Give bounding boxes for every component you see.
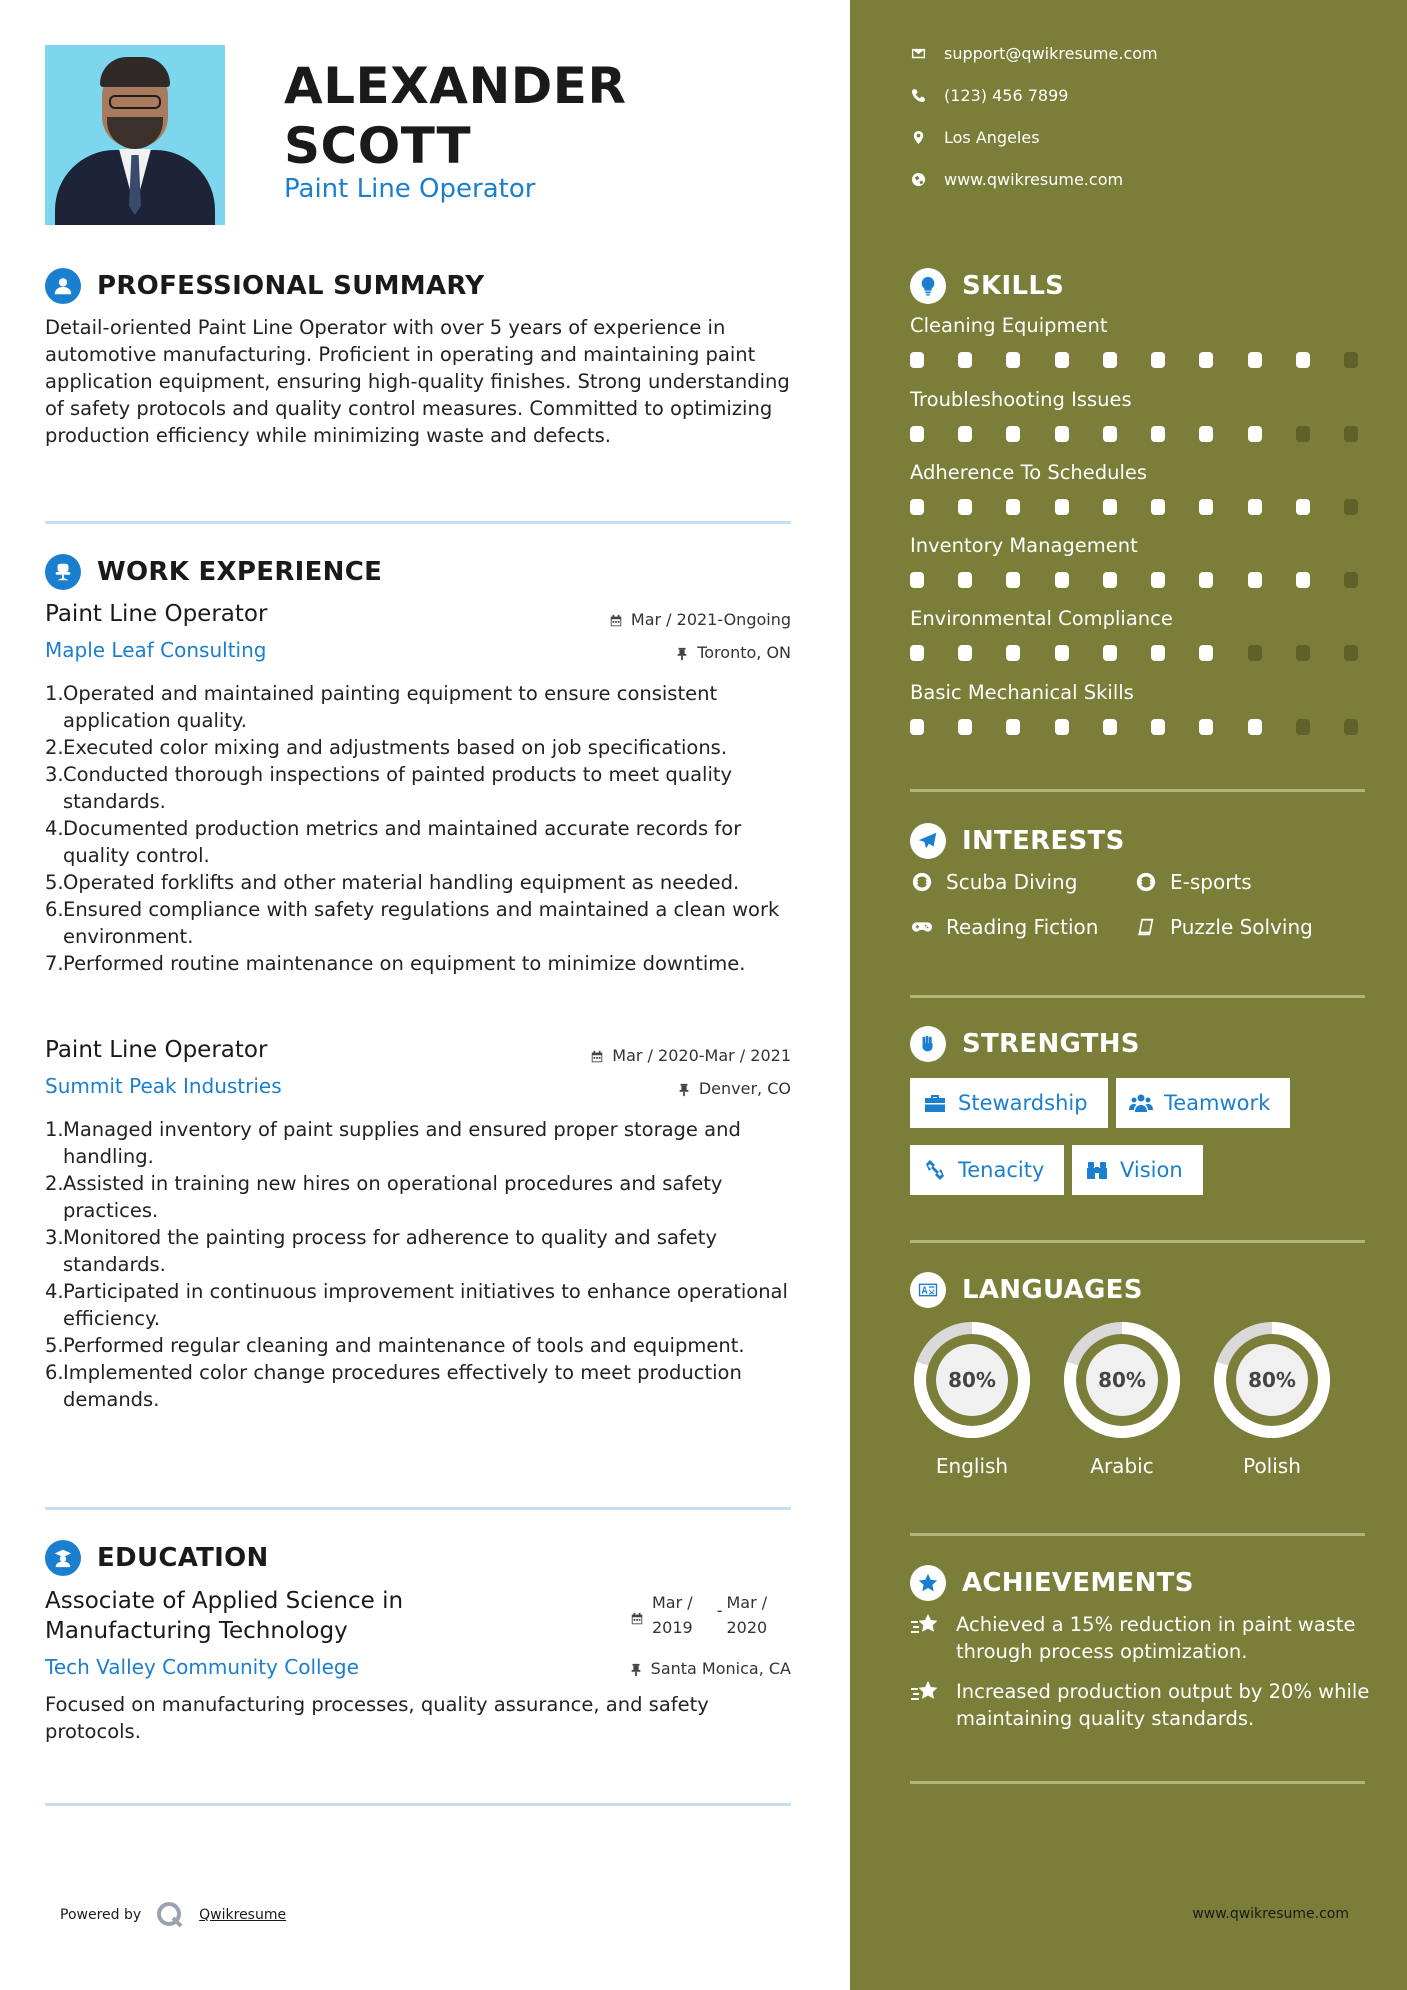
list-item: 4. Participated in continuous improvement initiatives to enhance operational efficiency.	[45, 1280, 788, 1330]
job-title: Paint Line Operator	[45, 601, 268, 627]
binoculars-icon	[1084, 1158, 1110, 1182]
rating-dot-filled	[1199, 499, 1213, 515]
skill-row	[910, 534, 1365, 588]
degree: Associate of Applied Science in Manufacturing Technology	[45, 1588, 404, 1644]
rating-dot-filled	[1248, 572, 1262, 588]
summary-text: Detail-oriented Paint Line Operator with over 5 years of experience in automotive manufacturing. Proficient in operating and maintaining paint application equipment, ensuring high-quality finishes. Strong understanding of safety protocols and quality control measures. Committed to optimizing production efficiency while minimizing waste and defects.	[45, 316, 790, 447]
languages-heading	[910, 1272, 1143, 1308]
summary-heading	[45, 268, 484, 304]
profile-photo	[45, 45, 225, 225]
rating-dot-filled	[1103, 426, 1117, 442]
sidebar	[850, 0, 1407, 1990]
rating-dot-filled	[1103, 572, 1117, 588]
achievement-item: Achieved a 15% reduction in paint waste through process optimization.	[910, 1611, 1370, 1665]
achievement-item: Increased production output by 20% while maintaining quality standards.	[910, 1678, 1370, 1732]
rating-dot-filled	[958, 645, 972, 661]
interests-title: INTERESTS	[962, 826, 1125, 856]
contact-website[interactable]: www.qwikresume.com	[910, 170, 1123, 189]
interest-item: Reading Fiction	[910, 915, 1098, 939]
language-name: Arabic	[1090, 1454, 1154, 1478]
summary-title: PROFESSIONAL SUMMARY	[97, 271, 485, 301]
language-ring	[910, 1318, 1034, 1442]
rating-dot-filled	[958, 572, 972, 588]
section-divider	[45, 521, 791, 524]
rating-dot-filled	[1248, 426, 1262, 442]
rating-dot-filled	[910, 426, 924, 442]
map-marker-icon	[910, 130, 926, 146]
language-ring	[1210, 1318, 1334, 1442]
calendar-icon	[630, 1608, 644, 1622]
rating-dot-filled	[958, 499, 972, 515]
rating-dot-filled	[958, 426, 972, 442]
skills-title: SKILLS	[962, 271, 1065, 301]
job-duties	[45, 680, 805, 977]
candidate-title: Paint Line Operator	[284, 174, 536, 204]
rating-dot-filled	[1151, 719, 1165, 735]
rating-dot-filled	[910, 572, 924, 588]
education-title: EDUCATION	[97, 1543, 269, 1573]
list-item: 1. Operated and maintained painting equipment to ensure consistent application quality.	[45, 682, 718, 732]
lightbulb-icon	[910, 268, 946, 304]
job-title: Paint Line Operator	[45, 1037, 268, 1063]
skill-rating	[910, 572, 1358, 588]
rating-dot-filled	[1006, 352, 1020, 368]
list-item: 6. Implemented color change procedures effectively to meet production demands.	[45, 1361, 742, 1411]
strength-badge: Tenacity	[910, 1145, 1064, 1195]
user-icon	[45, 268, 81, 304]
school-name: Tech Valley Community College	[45, 1655, 359, 1679]
rating-dot-filled	[1006, 499, 1020, 515]
rating-dot-filled	[1151, 499, 1165, 515]
strength-badge: Vision	[1072, 1145, 1203, 1195]
list-item: 7. Performed routine maintenance on equipment to minimize downtime.	[45, 952, 746, 975]
candidate-name	[284, 56, 626, 176]
rating-dot-filled	[910, 719, 924, 735]
skill-rating	[910, 645, 1358, 661]
interest-item: Puzzle Solving	[1134, 915, 1313, 939]
company-name: Summit Peak Industries	[45, 1074, 282, 1098]
rating-dot-filled	[1151, 352, 1165, 368]
strengths-heading	[910, 1026, 1140, 1062]
edu-start: Mar / 2019	[652, 1593, 693, 1637]
calendar-icon	[590, 1049, 604, 1063]
skill-row	[910, 681, 1365, 735]
phone-icon	[910, 88, 926, 104]
rating-dot-filled	[1296, 352, 1310, 368]
rating-dot-filled	[1151, 426, 1165, 442]
section-divider	[910, 789, 1365, 792]
rating-dot-filled	[1103, 499, 1117, 515]
briefcase-icon	[922, 1091, 948, 1115]
section-divider	[45, 1507, 791, 1510]
rating-dot-empty	[1344, 719, 1358, 735]
rating-dot-filled	[1296, 499, 1310, 515]
rating-dot-filled	[910, 499, 924, 515]
gamepad-icon	[910, 915, 934, 939]
rating-dot-filled	[1151, 645, 1165, 661]
footer-website[interactable]: www.qwikresume.com	[1192, 1906, 1349, 1922]
languages-title: LANGUAGES	[962, 1275, 1143, 1305]
rating-dot-filled	[1103, 645, 1117, 661]
list-item: 5. Performed regular cleaning and maintenance of tools and equipment.	[45, 1334, 745, 1357]
rating-dot-empty	[1344, 645, 1358, 661]
language-item	[910, 1318, 1034, 1478]
pin-icon	[675, 646, 689, 660]
globe-icon	[910, 172, 926, 188]
education-location: Santa Monica, CA	[629, 1659, 791, 1678]
skill-rating	[910, 352, 1358, 368]
skill-rating	[910, 719, 1358, 735]
book-icon	[1134, 915, 1158, 939]
rating-dot-filled	[1055, 499, 1069, 515]
name-first: ALEXANDER	[284, 57, 627, 115]
skill-name: Adherence To Schedules	[910, 461, 1148, 484]
skills-heading	[910, 268, 1064, 304]
rating-dot-empty	[1344, 572, 1358, 588]
skill-row	[910, 607, 1365, 661]
experience-heading	[45, 554, 382, 590]
rating-dot-empty	[1296, 719, 1310, 735]
contact-email[interactable]: support@qwikresume.com	[910, 44, 1158, 63]
rating-dot-filled	[1055, 572, 1069, 588]
contact-phone[interactable]: (123) 456 7899	[910, 86, 1068, 105]
rating-dot-filled	[1006, 426, 1020, 442]
skill-row	[910, 314, 1365, 368]
skill-row	[910, 461, 1365, 515]
list-item: 5. Operated forklifts and other material handling equipment as needed.	[45, 871, 740, 894]
rating-dot-filled	[1103, 719, 1117, 735]
rating-dot-filled	[958, 352, 972, 368]
list-item: 4. Documented production metrics and maintained accurate records for quality control.	[45, 817, 742, 867]
company-name: Maple Leaf Consulting	[45, 638, 267, 662]
education-dates: Mar / 2019 - Mar / 2020	[630, 1590, 767, 1640]
trophy-star-icon	[910, 1678, 940, 1708]
strength-badge: Teamwork	[1116, 1078, 1290, 1128]
rating-dot-filled	[1248, 499, 1262, 515]
skill-name: Basic Mechanical Skills	[910, 681, 1134, 704]
rating-dot-filled	[1006, 719, 1020, 735]
section-divider	[910, 1533, 1365, 1536]
language-item	[1060, 1318, 1184, 1478]
rating-dot-filled	[1296, 572, 1310, 588]
rating-dot-filled	[1199, 572, 1213, 588]
language-percent: 80%	[948, 1368, 996, 1392]
interests-heading	[910, 823, 1125, 859]
rating-dot-filled	[1151, 572, 1165, 588]
skill-name: Environmental Compliance	[910, 607, 1173, 630]
rating-dot-filled	[1199, 719, 1213, 735]
list-item: 6. Ensured compliance with safety regulations and maintained a clean work environment.	[45, 898, 780, 948]
list-item: 2. Executed color mixing and adjustments based on job specifications.	[45, 736, 728, 759]
life-ring-icon	[910, 870, 934, 894]
rating-dot-filled	[910, 352, 924, 368]
rating-dot-filled	[1055, 352, 1069, 368]
fist-icon	[910, 1026, 946, 1062]
achievements-heading	[910, 1565, 1194, 1601]
rating-dot-empty	[1344, 499, 1358, 515]
job-location: Denver, CO	[677, 1079, 791, 1098]
skill-name: Troubleshooting Issues	[910, 388, 1132, 411]
rating-dot-filled	[1199, 352, 1213, 368]
star-icon	[910, 1565, 946, 1601]
language-name: Polish	[1243, 1454, 1301, 1478]
achievements-title: ACHIEVEMENTS	[962, 1568, 1194, 1598]
trophy-star-icon	[910, 1611, 940, 1641]
language-name: English	[935, 1454, 1009, 1478]
experience-title: WORK EXPERIENCE	[97, 557, 383, 587]
interest-item: Scuba Diving	[910, 870, 1077, 894]
rating-dot-empty	[1248, 645, 1262, 661]
edu-end: Mar / 2020	[726, 1593, 768, 1637]
strength-badge: Stewardship	[910, 1078, 1108, 1128]
qwikresume-logo-icon	[155, 1900, 185, 1930]
language-percent: 80%	[1248, 1368, 1296, 1392]
list-item: 2. Assisted in training new hires on operational procedures and safety practices.	[45, 1172, 723, 1222]
rating-dot-filled	[1199, 426, 1213, 442]
skill-row	[910, 388, 1365, 442]
rating-dot-filled	[910, 645, 924, 661]
job-duties	[45, 1116, 805, 1413]
education-heading	[45, 1540, 269, 1576]
life-ring-icon	[1134, 870, 1158, 894]
rating-dot-filled	[1248, 719, 1262, 735]
rating-dot-empty	[1344, 352, 1358, 368]
interest-item: E-sports	[1134, 870, 1252, 894]
pin-icon	[677, 1082, 691, 1096]
rating-dot-filled	[1055, 645, 1069, 661]
section-divider	[910, 1781, 1365, 1784]
paper-plane-icon	[910, 823, 946, 859]
list-item: 3. Conducted thorough inspections of painted products to meet quality standards.	[45, 763, 733, 813]
graduate-icon	[45, 1540, 81, 1576]
rating-dot-empty	[1296, 645, 1310, 661]
language-percent: 80%	[1098, 1368, 1146, 1392]
users-icon	[1128, 1091, 1154, 1115]
rating-dot-empty	[1344, 426, 1358, 442]
strengths-title: STRENGTHS	[962, 1029, 1140, 1059]
qwikresume-link[interactable]: Qwikresume	[199, 1907, 287, 1923]
section-divider	[45, 1803, 791, 1806]
language-item	[1210, 1318, 1334, 1478]
job-location: Toronto, ON	[675, 643, 791, 662]
section-divider	[910, 995, 1365, 998]
envelope-icon	[910, 46, 926, 62]
pin-icon	[629, 1662, 643, 1676]
footer-powered-by: Powered by Qwikresume	[60, 1900, 286, 1930]
rating-dot-filled	[1055, 426, 1069, 442]
skill-name: Inventory Management	[910, 534, 1138, 557]
rating-dot-empty	[1296, 426, 1310, 442]
rating-dot-filled	[1006, 645, 1020, 661]
rating-dot-filled	[1248, 352, 1262, 368]
chair-icon	[45, 554, 81, 590]
language-icon	[910, 1272, 946, 1308]
skill-rating	[910, 426, 1358, 442]
job-dates: Mar / 2021-Ongoing	[609, 610, 791, 629]
education-description: Focused on manufacturing processes, quality assurance, and safety protocols.	[45, 1693, 709, 1743]
skill-name: Cleaning Equipment	[910, 314, 1108, 337]
rating-dot-filled	[1055, 719, 1069, 735]
section-divider	[910, 1240, 1365, 1243]
job-dates: Mar / 2020-Mar / 2021	[590, 1046, 791, 1065]
list-item: 3. Monitored the painting process for adherence to quality and safety standards.	[45, 1226, 717, 1276]
calendar-icon	[609, 613, 623, 627]
skill-rating	[910, 499, 1358, 515]
list-item: 1. Managed inventory of paint supplies and ensured proper storage and handling.	[45, 1118, 741, 1168]
rating-dot-filled	[1199, 645, 1213, 661]
rating-dot-filled	[1006, 572, 1020, 588]
contact-location: Los Angeles	[910, 128, 1040, 147]
name-last: SCOTT	[284, 117, 472, 175]
link-icon	[922, 1158, 948, 1182]
rating-dot-filled	[1103, 352, 1117, 368]
rating-dot-filled	[958, 719, 972, 735]
language-ring	[1060, 1318, 1184, 1442]
